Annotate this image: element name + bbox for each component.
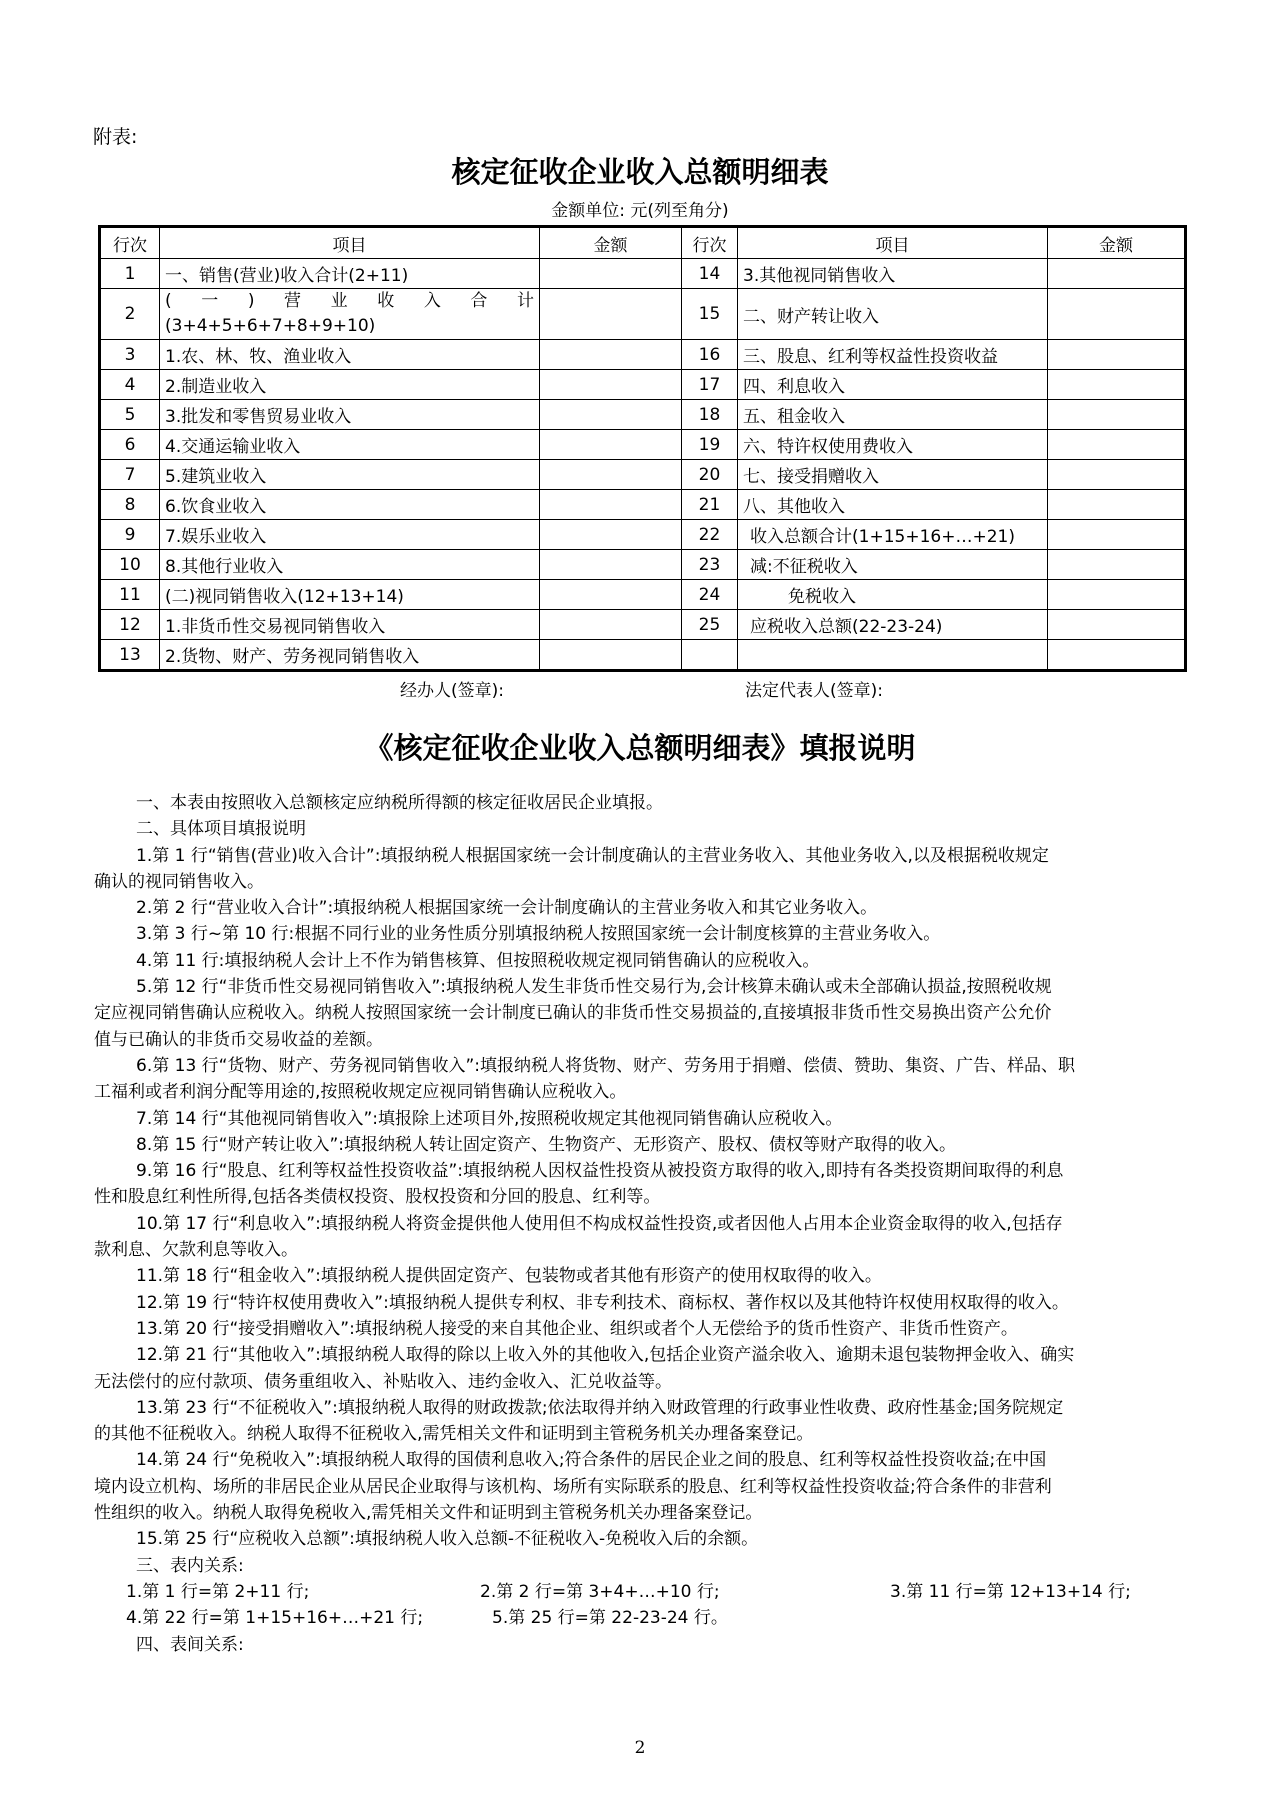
row-no: 9 bbox=[100, 520, 160, 550]
paragraph: 14.第 24 行“免税收入”:填报纳税人取得的国债利息收入;符合条件的居民企业之间的股息、红利等权益性投资收益;在中国 bbox=[136, 1450, 1047, 1471]
paragraph: 1.第 1 行“销售(营业)收入合计”:填报纳税人根据国家统一会计制度确认的主营业务收入、其他业务收入,以及根据税收规定 bbox=[136, 845, 1049, 866]
income-detail-table bbox=[98, 225, 1187, 672]
paragraph: 款利息、欠款利息等收入。 bbox=[94, 1240, 298, 1261]
row-item: 收入总额合计(1+15+16+…+21) bbox=[738, 520, 1048, 550]
table-row bbox=[100, 340, 1186, 370]
paragraph: 13.第 20 行“接受捐赠收入”:填报纳税人接受的来自其他企业、组织或者个人无偿给予的货币性资产、非货币性资产。 bbox=[136, 1318, 1018, 1339]
row-item: 应税收入总额(22-23-24) bbox=[738, 610, 1048, 640]
paragraph: 8.第 15 行“财产转让收入”:填报纳税人转让固定资产、生物资产、无形资产、股权、债权等财产取得的收入。 bbox=[136, 1134, 956, 1155]
handler-signature: 经办人(签章): bbox=[400, 681, 504, 701]
table-row bbox=[100, 430, 1186, 460]
row-no: 14 bbox=[682, 259, 738, 289]
table-row bbox=[100, 490, 1186, 520]
paragraph: 性组织的收入。纳税人取得免税收入,需凭相关文件和证明到主管税务机关办理备案登记。 bbox=[94, 1503, 763, 1524]
row-no: 7 bbox=[100, 460, 160, 490]
row-no: 6 bbox=[100, 430, 160, 460]
paragraph: 3.第 3 行~第 10 行:根据不同行业的业务性质分别填报纳税人按照国家统一会计制度核算的主营业务收入。 bbox=[136, 924, 941, 945]
paragraph: 12.第 19 行“特许权使用费收入”:填报纳税人提供专利权、非专利技术、商标权、著作权以及其他特许权使用权取得的收入。 bbox=[136, 1292, 1069, 1313]
row-item: 六、特许权使用费收入 bbox=[738, 430, 1048, 460]
row-item: 2.货物、财产、劳务视同销售收入 bbox=[160, 640, 540, 671]
relations-row bbox=[126, 1605, 1186, 1631]
paragraph: 6.第 13 行“货物、财产、劳务视同销售收入”:填报纳税人将货物、财产、劳务用于捐赠、偿债、赞助、集资、广告、样品、职 bbox=[136, 1055, 1075, 1076]
amount-cell[interactable] bbox=[1048, 520, 1186, 550]
row-item bbox=[160, 289, 540, 340]
row-item: 5.建筑业收入 bbox=[160, 460, 540, 490]
amount-cell[interactable] bbox=[1048, 640, 1186, 671]
amount-cell[interactable] bbox=[540, 490, 682, 520]
amount-cell[interactable] bbox=[1048, 289, 1186, 340]
paragraph: 定应视同销售确认应税收入。纳税人按照国家统一会计制度已确认的非货币性交易损益的,直接填报非货币性交易换出资产公允价 bbox=[94, 1003, 1052, 1024]
amount-cell[interactable] bbox=[1048, 430, 1186, 460]
page-title: 核定征收企业收入总额明细表 bbox=[451, 155, 829, 189]
table-row bbox=[100, 289, 1186, 340]
paragraph: 15.第 25 行“应税收入总额”:填报纳税人收入总额-不征税收入-免税收入后的余额。 bbox=[136, 1529, 759, 1550]
row-item: 8.其他行业收入 bbox=[160, 550, 540, 580]
row-no: 24 bbox=[682, 580, 738, 610]
row-item-line1: (一)营业收入合计 bbox=[165, 291, 534, 311]
unit-note: 金额单位: 元(列至角分) bbox=[551, 201, 729, 221]
row-item: 七、接受捐赠收入 bbox=[738, 460, 1048, 490]
row-item: 1.非货币性交易视同销售收入 bbox=[160, 610, 540, 640]
row-no: 22 bbox=[682, 520, 738, 550]
amount-cell[interactable] bbox=[540, 430, 682, 460]
row-item: 四、利息收入 bbox=[738, 370, 1048, 400]
amount-cell[interactable] bbox=[540, 400, 682, 430]
row-no bbox=[682, 640, 738, 671]
row-item: 一、销售(营业)收入合计(2+11) bbox=[160, 259, 540, 289]
row-no: 19 bbox=[682, 430, 738, 460]
table-row bbox=[100, 400, 1186, 430]
paragraph: 工福利或者利润分配等用途的,按照税收规定应视同销售确认应税收入。 bbox=[94, 1082, 627, 1103]
row-item: 免税收入 bbox=[738, 580, 1048, 610]
relation-item: 3.第 11 行=第 12+13+14 行; bbox=[890, 1581, 1131, 1602]
table-row bbox=[100, 580, 1186, 610]
row-item: 2.制造业收入 bbox=[160, 370, 540, 400]
table-row bbox=[100, 640, 1186, 671]
amount-cell[interactable] bbox=[540, 370, 682, 400]
row-no: 23 bbox=[682, 550, 738, 580]
relation-item: 4.第 22 行=第 1+15+16+…+21 行; bbox=[126, 1608, 424, 1629]
amount-cell[interactable] bbox=[540, 460, 682, 490]
amount-cell[interactable] bbox=[1048, 490, 1186, 520]
relation-item: 2.第 2 行=第 3+4+…+10 行; bbox=[480, 1581, 720, 1602]
table-row bbox=[100, 550, 1186, 580]
amount-cell[interactable] bbox=[1048, 460, 1186, 490]
amount-cell[interactable] bbox=[540, 259, 682, 289]
table-row bbox=[100, 520, 1186, 550]
legal-rep-signature: 法定代表人(签章): bbox=[745, 681, 883, 701]
row-item: 五、租金收入 bbox=[738, 400, 1048, 430]
amount-cell[interactable] bbox=[1048, 550, 1186, 580]
row-item: 3.批发和零售贸易业收入 bbox=[160, 400, 540, 430]
col-header-no: 行次 bbox=[100, 227, 160, 259]
paragraph: 5.第 12 行“非货币性交易视同销售收入”:填报纳税人发生非货币性交易行为,会计核算未确认或未全部确认损益,按照税收规 bbox=[136, 977, 1052, 998]
amount-cell[interactable] bbox=[540, 640, 682, 671]
paragraph: 一、本表由按照收入总额核定应纳税所得额的核定征收居民企业填报。 bbox=[136, 793, 663, 813]
row-item: 三、股息、红利等权益性投资收益 bbox=[738, 340, 1048, 370]
row-no: 1 bbox=[100, 259, 160, 289]
row-no: 4 bbox=[100, 370, 160, 400]
row-no: 15 bbox=[682, 289, 738, 340]
paragraph: 4.第 11 行:填报纳税人会计上不作为销售核算、但按照税收规定视同销售确认的应税收入。 bbox=[136, 950, 820, 971]
row-no: 18 bbox=[682, 400, 738, 430]
paragraph: 9.第 16 行“股息、红利等权益性投资收益”:填报纳税人因权益性投资从被投资方取得的收入,即持有各类投资期间取得的利息 bbox=[136, 1161, 1064, 1182]
paragraph: 12.第 21 行“其他收入”:填报纳税人取得的除以上收入外的其他收入,包括企业资产溢余收入、逾期未退包装物押金收入、确实 bbox=[136, 1345, 1075, 1366]
col-header-amount: 金额 bbox=[540, 227, 682, 259]
paragraph: 性和股息红利性所得,包括各类债权投资、股权投资和分回的股息、红利等。 bbox=[94, 1187, 661, 1208]
amount-cell[interactable] bbox=[540, 340, 682, 370]
instructions-body bbox=[94, 790, 1186, 1658]
amount-cell[interactable] bbox=[1048, 340, 1186, 370]
amount-cell[interactable] bbox=[540, 550, 682, 580]
row-no: 12 bbox=[100, 610, 160, 640]
attachment-label: 附表: bbox=[93, 126, 138, 148]
paragraph: 11.第 18 行“租金收入”:填报纳税人提供固定资产、包装物或者其他有形资产的使用权取得的收入。 bbox=[136, 1266, 882, 1287]
amount-cell[interactable] bbox=[1048, 259, 1186, 289]
paragraph: 2.第 2 行“营业收入合计”:填报纳税人根据国家统一会计制度确认的主营业务收入和其它业务收入。 bbox=[136, 898, 878, 919]
col-header-item: 项目 bbox=[160, 227, 540, 259]
row-no: 3 bbox=[100, 340, 160, 370]
paragraph: 无法偿付的应付款项、债务重组收入、补贴收入、违约金收入、汇兑收益等。 bbox=[94, 1371, 672, 1392]
paragraph: 7.第 14 行“其他视同销售收入”:填报除上述项目外,按照税收规定其他视同销售确认应税收入。 bbox=[136, 1108, 843, 1129]
row-no: 17 bbox=[682, 370, 738, 400]
amount-cell[interactable] bbox=[540, 289, 682, 340]
paragraph: 10.第 17 行“利息收入”:填报纳税人将资金提供他人使用但不构成权益性投资,或者因他人占用本企业资金取得的收入,包括存 bbox=[136, 1213, 1063, 1234]
amount-cell[interactable] bbox=[1048, 610, 1186, 640]
relation-item: 5.第 25 行=第 22-23-24 行。 bbox=[492, 1608, 728, 1629]
row-item: 3.其他视同销售收入 bbox=[738, 259, 1048, 289]
amount-cell[interactable] bbox=[1048, 400, 1186, 430]
row-item: 减:不征税收入 bbox=[738, 550, 1048, 580]
table-row bbox=[100, 259, 1186, 289]
amount-cell[interactable] bbox=[540, 580, 682, 610]
paragraph: 三、表内关系: bbox=[136, 1555, 244, 1576]
table-row bbox=[100, 610, 1186, 640]
row-no: 5 bbox=[100, 400, 160, 430]
paragraph: 确认的视同销售收入。 bbox=[94, 871, 264, 892]
row-item: (二)视同销售收入(12+13+14) bbox=[160, 580, 540, 610]
paragraph: 值与已确认的非货币交易收益的差额。 bbox=[94, 1029, 383, 1050]
row-no: 13 bbox=[100, 640, 160, 671]
row-no: 16 bbox=[682, 340, 738, 370]
page-number: 2 bbox=[634, 1738, 646, 1758]
paragraph: 的其他不征税收入。纳税人取得不征税收入,需凭相关文件和证明到主管税务机关办理备案登记。 bbox=[94, 1424, 814, 1445]
row-no: 21 bbox=[682, 490, 738, 520]
row-item-line2: (3+4+5+6+7+8+9+10) bbox=[165, 316, 376, 336]
paragraph: 13.第 23 行“不征税收入”:填报纳税人取得的财政拨款;依法取得并纳入财政管理的行政事业性收费、政府性基金;国务院规定 bbox=[136, 1397, 1064, 1418]
row-no: 8 bbox=[100, 490, 160, 520]
row-item: 二、财产转让收入 bbox=[738, 289, 1048, 340]
relation-item: 1.第 1 行=第 2+11 行; bbox=[126, 1581, 310, 1602]
row-no: 2 bbox=[100, 289, 160, 340]
instructions-title: 《核定征收企业收入总额明细表》填报说明 bbox=[364, 731, 916, 765]
relations-row bbox=[126, 1579, 1186, 1605]
table-row bbox=[100, 370, 1186, 400]
amount-cell[interactable] bbox=[1048, 580, 1186, 610]
paragraph: 二、具体项目填报说明 bbox=[136, 819, 306, 840]
table-row bbox=[100, 460, 1186, 490]
row-no: 25 bbox=[682, 610, 738, 640]
row-item: 7.娱乐业收入 bbox=[160, 520, 540, 550]
col-header-no: 行次 bbox=[682, 227, 738, 259]
row-item: 6.饮食业收入 bbox=[160, 490, 540, 520]
table-header-row bbox=[100, 227, 1186, 259]
row-no: 20 bbox=[682, 460, 738, 490]
row-no: 10 bbox=[100, 550, 160, 580]
row-item: 1.农、林、牧、渔业收入 bbox=[160, 340, 540, 370]
amount-cell[interactable] bbox=[1048, 370, 1186, 400]
amount-cell[interactable] bbox=[540, 520, 682, 550]
row-item bbox=[738, 640, 1048, 671]
paragraph: 四、表间关系: bbox=[136, 1634, 244, 1655]
row-item: 八、其他收入 bbox=[738, 490, 1048, 520]
row-item: 4.交通运输业收入 bbox=[160, 430, 540, 460]
col-header-item: 项目 bbox=[738, 227, 1048, 259]
row-no: 11 bbox=[100, 580, 160, 610]
col-header-amount: 金额 bbox=[1048, 227, 1186, 259]
paragraph: 境内设立机构、场所的非居民企业从居民企业取得与该机构、场所有实际联系的股息、红利等权益性投资收益;符合条件的非营利 bbox=[94, 1476, 1052, 1497]
amount-cell[interactable] bbox=[540, 610, 682, 640]
